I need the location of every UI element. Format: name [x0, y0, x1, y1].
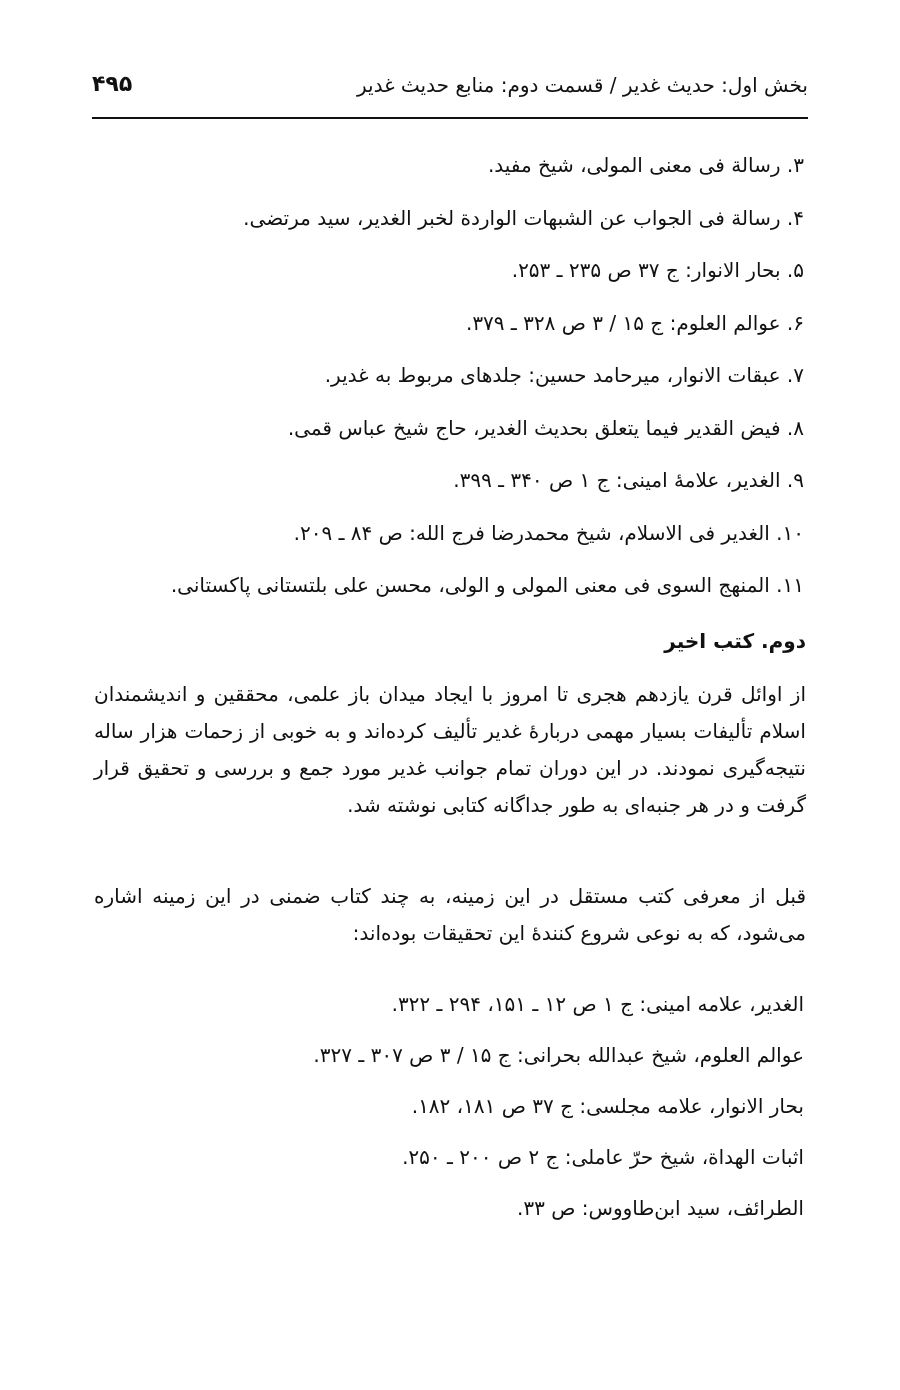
list-item: بحار الانوار، علامه مجلسی: ج ۳۷ ص ۱۸۱، ۱۸۲. — [411, 1094, 804, 1118]
list-item: ۹. الغدیر، علامهٔ امینی: ج ۱ ص ۳۴۰ ـ ۳۹۹. — [453, 468, 804, 492]
list-item: الغدیر، علامه امینی: ج ۱ ص ۱۲ ـ ۱۵۱، ۲۹۴ ـ ۳۲۲. — [391, 992, 804, 1016]
page-header — [92, 70, 808, 110]
running-head: بخش اول: حدیث غدیر / قسمت دوم: منابع حدیث غدیر — [356, 73, 808, 97]
section-heading: دوم. کتب اخیر — [664, 629, 806, 653]
list-item: ۷. عبقات الانوار، میرحامد حسین: جلدهای مربوط به غدیر. — [324, 363, 804, 387]
header-rule — [92, 117, 808, 119]
body-paragraph: از اوائل قرن یازدهم هجری تا امروز با ایجاد میدان باز علمی، محققین و اندیشمندان اسلام تألیفات بسیار مهمی دربارهٔ غدیر تألیف کرده‌اند و به خوبی از زحمات هزار ساله نتیجه‌گیری نمودند. در این دوران تمام جوانب غدیر مورد جمع و بررسی و تحقیق قرار گرفت و در هر جنبه‌ای به طور جداگانه کتابی نوشته شد. — [94, 682, 806, 817]
list-item: ۳. رسالة فی معنی المولی، شیخ مفید. — [487, 153, 804, 177]
list-item: ۱۱. المنهج السوی فی معنی المولی و الولی، محسن علی بلتستانی پاکستانی. — [170, 573, 804, 597]
list-item: ۴. رسالة فی الجواب عن الشبهات الواردة لخبر الغدیر، سید مرتضی. — [243, 205, 804, 230]
list-item: ۱۰. الغدیر فی الاسلام، شیخ محمدرضا فرج الله: ص ۸۴ ـ ۲۰۹. — [293, 520, 804, 545]
list-item: ۸. فیض القدیر فیما یتعلق بحدیث الغدیر، حاج شیخ عباس قمی. — [287, 415, 804, 440]
list-item: ۵. بحار الانوار: ج ۳۷ ص ۲۳۵ ـ ۲۵۳. — [511, 258, 804, 282]
list-item: الطرائف، سید ابن‌طاووس: ص ۳۳. — [517, 1196, 804, 1220]
reference-list — [92, 150, 804, 623]
list-item: عوالم العلوم، شیخ عبدالله بحرانی: ج ۱۵ / ۳ ص ۳۰۷ ـ ۳۲۷. — [313, 1043, 804, 1067]
page-number: ۴۹۵ — [92, 72, 133, 97]
list-item: ۶. عوالم العلوم: ج ۱۵ / ۳ ص ۳۲۸ ـ ۳۷۹. — [465, 310, 804, 335]
body-paragraph: قبل از معرفی کتب مستقل در این زمینه، به چند کتاب ضمنی در این زمینه اشاره می‌شود، که به نوعی شروع کنندهٔ این تحقیقات بوده‌اند: — [94, 884, 806, 945]
source-list — [104, 989, 804, 1244]
list-item: اثبات الهداة، شیخ حرّ عاملی: ج ۲ ص ۲۰۰ ـ ۲۵۰. — [402, 1145, 804, 1169]
